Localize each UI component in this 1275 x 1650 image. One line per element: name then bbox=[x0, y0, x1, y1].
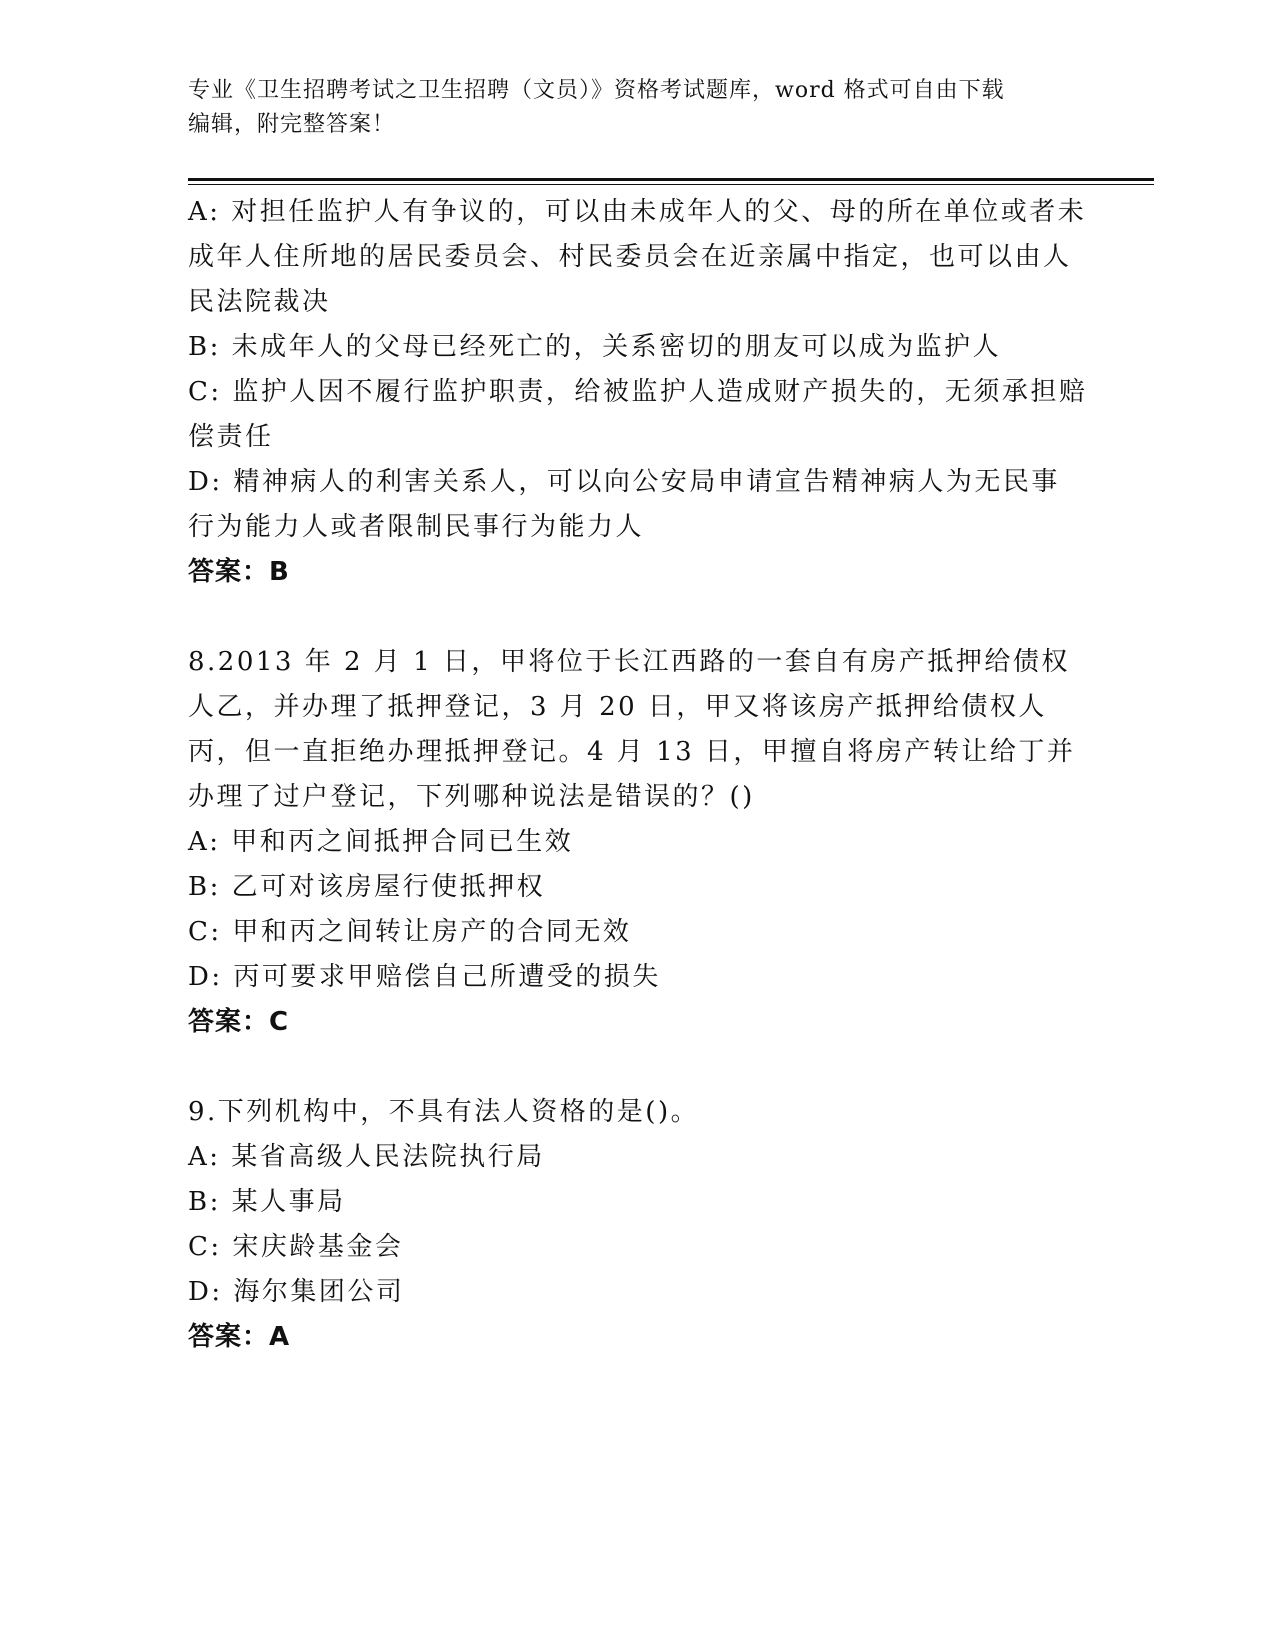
q8-option-b: B: 乙可对该房屋行使抵押权 bbox=[188, 872, 546, 902]
q9-stem: 9.下列机构中，不具有法人资格的是()。 bbox=[188, 1097, 700, 1127]
header-line-1: 专业《卫生招聘考试之卫生招聘（文员）》资格考试题库，word 格式可自由下载 bbox=[188, 78, 1005, 103]
q7-option-d: D: 精神病人的利害关系人，可以向公安局申请宣告精神病人为无民事行为能力人或者限制民事行为能力人 bbox=[188, 467, 1060, 542]
q8-option-d: D: 丙可要求甲赔偿自己所遭受的损失 bbox=[188, 962, 661, 992]
header-divider-thin bbox=[188, 184, 1154, 185]
q7-option-a: A: 对担任监护人有争议的，可以由未成年人的父、母的所在单位或者未成年人住所地的居民委员会、村民委员会在近亲属中指定，也可以由人民法院裁决 bbox=[188, 197, 1087, 317]
q7-option-c: C: 监护人因不履行监护职责，给被监护人造成财产损失的，无须承担赔偿责任 bbox=[188, 377, 1088, 452]
q8-option-c: C: 甲和丙之间转让房产的合同无效 bbox=[188, 917, 632, 947]
q9-answer: 答案：A bbox=[188, 1322, 291, 1352]
q9-option-c: C: 宋庆龄基金会 bbox=[188, 1232, 404, 1262]
q9-option-d: D: 海尔集团公司 bbox=[188, 1277, 405, 1307]
question-9 bbox=[188, 1090, 1088, 1360]
q8-option-a: A: 甲和丙之间抵押合同已生效 bbox=[188, 827, 574, 857]
question-7-continued bbox=[188, 190, 1088, 595]
header-divider-thick bbox=[188, 178, 1154, 181]
q7-answer: 答案：B bbox=[188, 557, 290, 587]
document-header bbox=[188, 74, 1088, 142]
document-body bbox=[188, 190, 1088, 1360]
q8-stem: 8.2013 年 2 月 1 日，甲将位于长江西路的一套自有房产抵押给债权人乙，并办理了抵押登记，3 月 20 日，甲又将该房产抵押给债权人丙，但一直拒绝办理抵押登记。4 月 13 日，甲擅自将房产转让给丁并办理了过户登记，下列哪种说法是错误的？() bbox=[188, 647, 1076, 812]
q9-option-b: B: 某人事局 bbox=[188, 1187, 346, 1217]
question-8 bbox=[188, 640, 1088, 1045]
q8-answer: 答案：C bbox=[188, 1007, 290, 1037]
header-line-2: 编辑，附完整答案！ bbox=[188, 112, 396, 137]
q9-option-a: A: 某省高级人民法院执行局 bbox=[188, 1142, 545, 1172]
q7-option-b: B: 未成年人的父母已经死亡的，关系密切的朋友可以成为监护人 bbox=[188, 332, 1002, 362]
